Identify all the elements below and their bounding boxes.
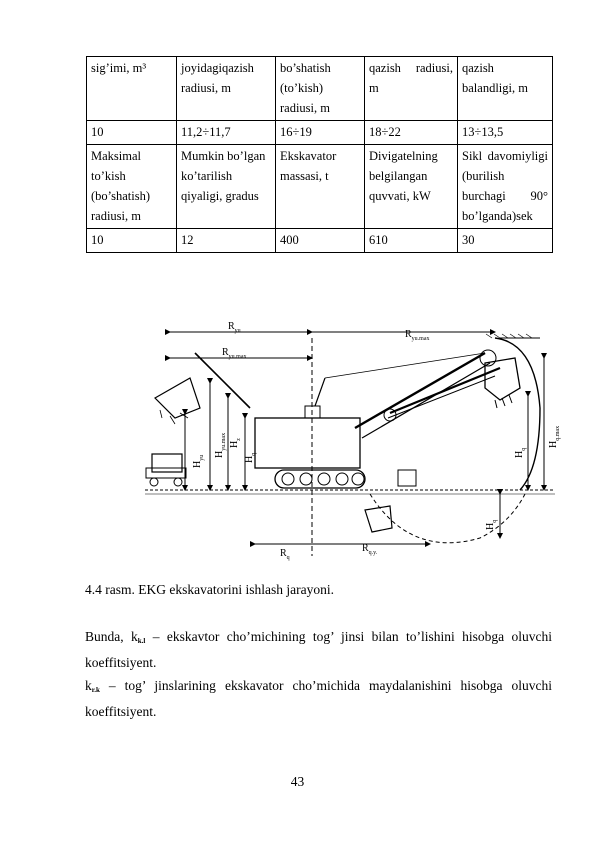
table-cell: sig’imi, m³ bbox=[87, 57, 177, 121]
table-cell: 10 bbox=[87, 229, 177, 253]
digging-arc bbox=[370, 494, 525, 543]
table-cell: qazish radiusi, m bbox=[365, 57, 458, 121]
specs-table bbox=[86, 56, 553, 253]
excavator-diagram bbox=[140, 318, 560, 563]
table-cell: 11,2÷11,7 bbox=[177, 121, 276, 145]
dump-truck bbox=[152, 454, 182, 472]
svg-text:Hz: $H_z$ bbox=[229, 438, 242, 448]
figure-caption: 4.4 rasm. EKG ekskavatorini ishlash jarayoni. bbox=[85, 582, 334, 597]
table-row bbox=[87, 57, 553, 121]
table-cell: 13÷13,5 bbox=[458, 121, 553, 145]
svg-text:Hq: $H_q$ bbox=[485, 519, 498, 530]
table-cell: 400 bbox=[276, 229, 365, 253]
bucket-dump bbox=[155, 378, 200, 418]
table-cell: 18÷22 bbox=[365, 121, 458, 145]
table-row bbox=[87, 121, 553, 145]
table-row bbox=[87, 145, 553, 229]
table-cell: qazish balandligi, m bbox=[458, 57, 553, 121]
svg-text:Hyu.max: $H_{yu.max}$ bbox=[214, 432, 227, 458]
svg-text:Ryu.max: $R_{yu.max}$ bbox=[222, 347, 247, 360]
table-cell: 610 bbox=[365, 229, 458, 253]
paragraph: Bunda, $k_{k.l}$ – ekskavtor cho’michining tog’ jinsi bilan to’lishini hisobga oluvchi koeffitsiyent. bbox=[85, 629, 553, 670]
svg-text:Hq: $H_q$ bbox=[514, 447, 527, 458]
excavator-boom bbox=[355, 353, 485, 428]
table-cell: bo’shatish (to’kish) radiusi, m bbox=[276, 57, 365, 121]
table-cell: joyidagiqazish radiusi, m bbox=[177, 57, 276, 121]
svg-text:Rq.y.: $R_{q.y.}$ bbox=[362, 543, 378, 556]
page-number: 43 bbox=[290, 774, 305, 789]
table-row bbox=[87, 229, 553, 253]
table-cell: Mumkin bo’lgan ko’tarilish qiyaligi, gradus bbox=[177, 145, 276, 229]
svg-text:Rq: $R_q$ bbox=[280, 548, 290, 561]
svg-text:Hq: $H_q$ bbox=[244, 452, 257, 463]
table-cell: 12 bbox=[177, 229, 276, 253]
table-cell: 16÷19 bbox=[276, 121, 365, 145]
table-cell: Maksimal to’kish (bo’shatish) radiusi, m bbox=[87, 145, 177, 229]
svg-text:Ryu: $R_{yu}$ bbox=[228, 321, 241, 334]
table-cell: Sikl davomiyligi (burilish burchagi 90° bo’lganda)sek bbox=[458, 145, 553, 229]
table-cell: Divigatelning belgilangan quvvati, kW bbox=[365, 145, 458, 229]
bucket bbox=[485, 358, 520, 400]
table-cell: 30 bbox=[458, 229, 553, 253]
table-cell: 10 bbox=[87, 121, 177, 145]
table-cell: Ekskavator massasi, t bbox=[276, 145, 365, 229]
svg-text:Hq.max: $H_{q.max}$ bbox=[548, 425, 561, 448]
svg-text:Hyu: $H_{yu}$ bbox=[192, 454, 205, 468]
svg-text:Ryu.max: $R_{yu.max}$ bbox=[405, 329, 430, 342]
excavator-cab bbox=[255, 418, 360, 468]
paragraph: $k_{r.k}$ – tog’ jinslarining ekskavator cho’michida maydalanishini hisobga oluvchi koeffitsiyent. bbox=[85, 678, 552, 719]
